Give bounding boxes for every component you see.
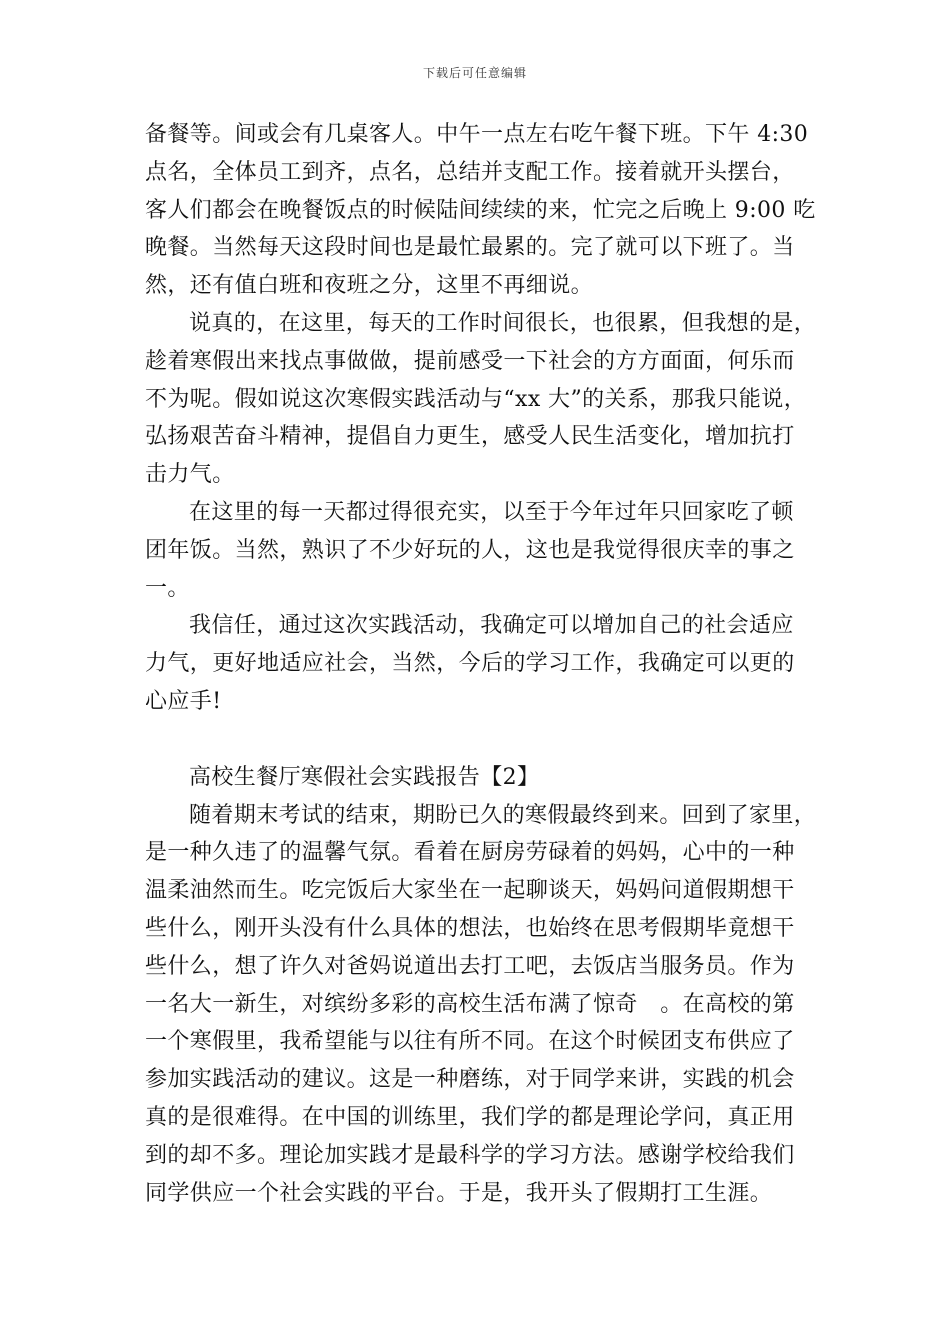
page-header: 下载后可任意编辑	[422, 66, 527, 80]
text-line: 备餐等。间或会有几桌客人。中午一点左右吃午餐下班。下午 4:30	[145, 122, 809, 147]
text-line: 然，还有值白班和夜班之分，这里不再细说。	[145, 273, 594, 299]
paragraph-2	[145, 305, 825, 494]
text-line: 趁着寒假出来找点事做做，提前感受一下社会的方方面面，何乐而	[145, 348, 795, 374]
text-line: 力气，更好地适应社会，当然，今后的学习工作，我确定可以更的	[145, 651, 795, 677]
paragraph-1	[145, 116, 825, 305]
text-line: 团年饭。当然，熟识了不少好玩的人，这也是我觉得很庆幸的事之	[145, 537, 795, 563]
text-line: 晚餐。当然每天这段时间也是最忙最累的。完了就可以下班了。当	[145, 235, 795, 261]
text-line: 说真的，在这里，每天的工作时间很长，也很累，但我想的是，	[189, 310, 817, 336]
text-line: 真的是很难得。在中国的训练里，我们学的都是理论学问，真正用	[145, 1104, 795, 1130]
text-line: 一个寒假里，我希望能与以往有所不同。在这个时候团支布供应了	[145, 1029, 795, 1055]
text-line: 击力气。	[145, 462, 235, 488]
text-line: 是一种久违了的温馨气氛。看着在厨房劳碌着的妈妈，心中的一种	[145, 840, 795, 866]
section-title: 高校生餐厅寒假社会实践报告【2】	[189, 764, 540, 790]
text-line: 随着期末考试的结束，期盼已久的寒假最终到来。回到了家里，	[189, 802, 817, 828]
paragraph-5	[145, 797, 825, 1213]
text-line: 客人们都会在晚餐饭点的时候陆间续续的来，忙完之后晚上 9:00 吃	[145, 197, 816, 223]
text-line: 弘扬艰苦奋斗精神，提倡自力更生，感受人民生活变化，增加抗打	[145, 424, 795, 450]
text-line: 参加实践活动的建议。这是一种磨练，对于同学来讲，实践的机会	[145, 1067, 795, 1093]
text-line: 我信任，通过这次实践活动，我确定可以增加自己的社会适应	[189, 613, 794, 639]
text-line: 心应手!	[145, 688, 222, 714]
section-gap	[145, 721, 825, 759]
text-line: 些什么，刚开头没有什么具体的想法，也始终在思考假期毕竟想干	[145, 915, 795, 941]
text-line: 温柔油然而生。吃完饭后大家坐在一起聊谈天，妈妈问道假期想干	[145, 878, 795, 904]
text-line: 些什么，想了许久对爸妈说道出去打工吧，去饭店当服务员。作为	[145, 953, 795, 979]
document-body	[145, 116, 825, 1212]
paragraph-3	[145, 494, 825, 607]
text-line: 同学供应一个社会实践的平台。于是，我开头了假期打工生涯。	[145, 1180, 773, 1206]
text-line: 点名，全体员工到齐，点名，总结并支配工作。接着就开头摆台，	[145, 159, 795, 185]
paragraph-4	[145, 607, 825, 720]
text-line: 在这里的每一天都过得很充实，以至于今年过年只回家吃了顿	[189, 499, 794, 525]
text-line: 不为呢。假如说这次寒假实践活动与“xx 大”的关系，那我只能说，	[145, 386, 807, 412]
text-line: 一。	[145, 575, 190, 601]
text-line: 到的却不多。理论加实践才是最科学的学习方法。感谢学校给我们	[145, 1142, 795, 1168]
text-line: 一名大一新生，对缤纷多彩的高校生活布满了惊奇 。在高校的第	[145, 991, 795, 1017]
